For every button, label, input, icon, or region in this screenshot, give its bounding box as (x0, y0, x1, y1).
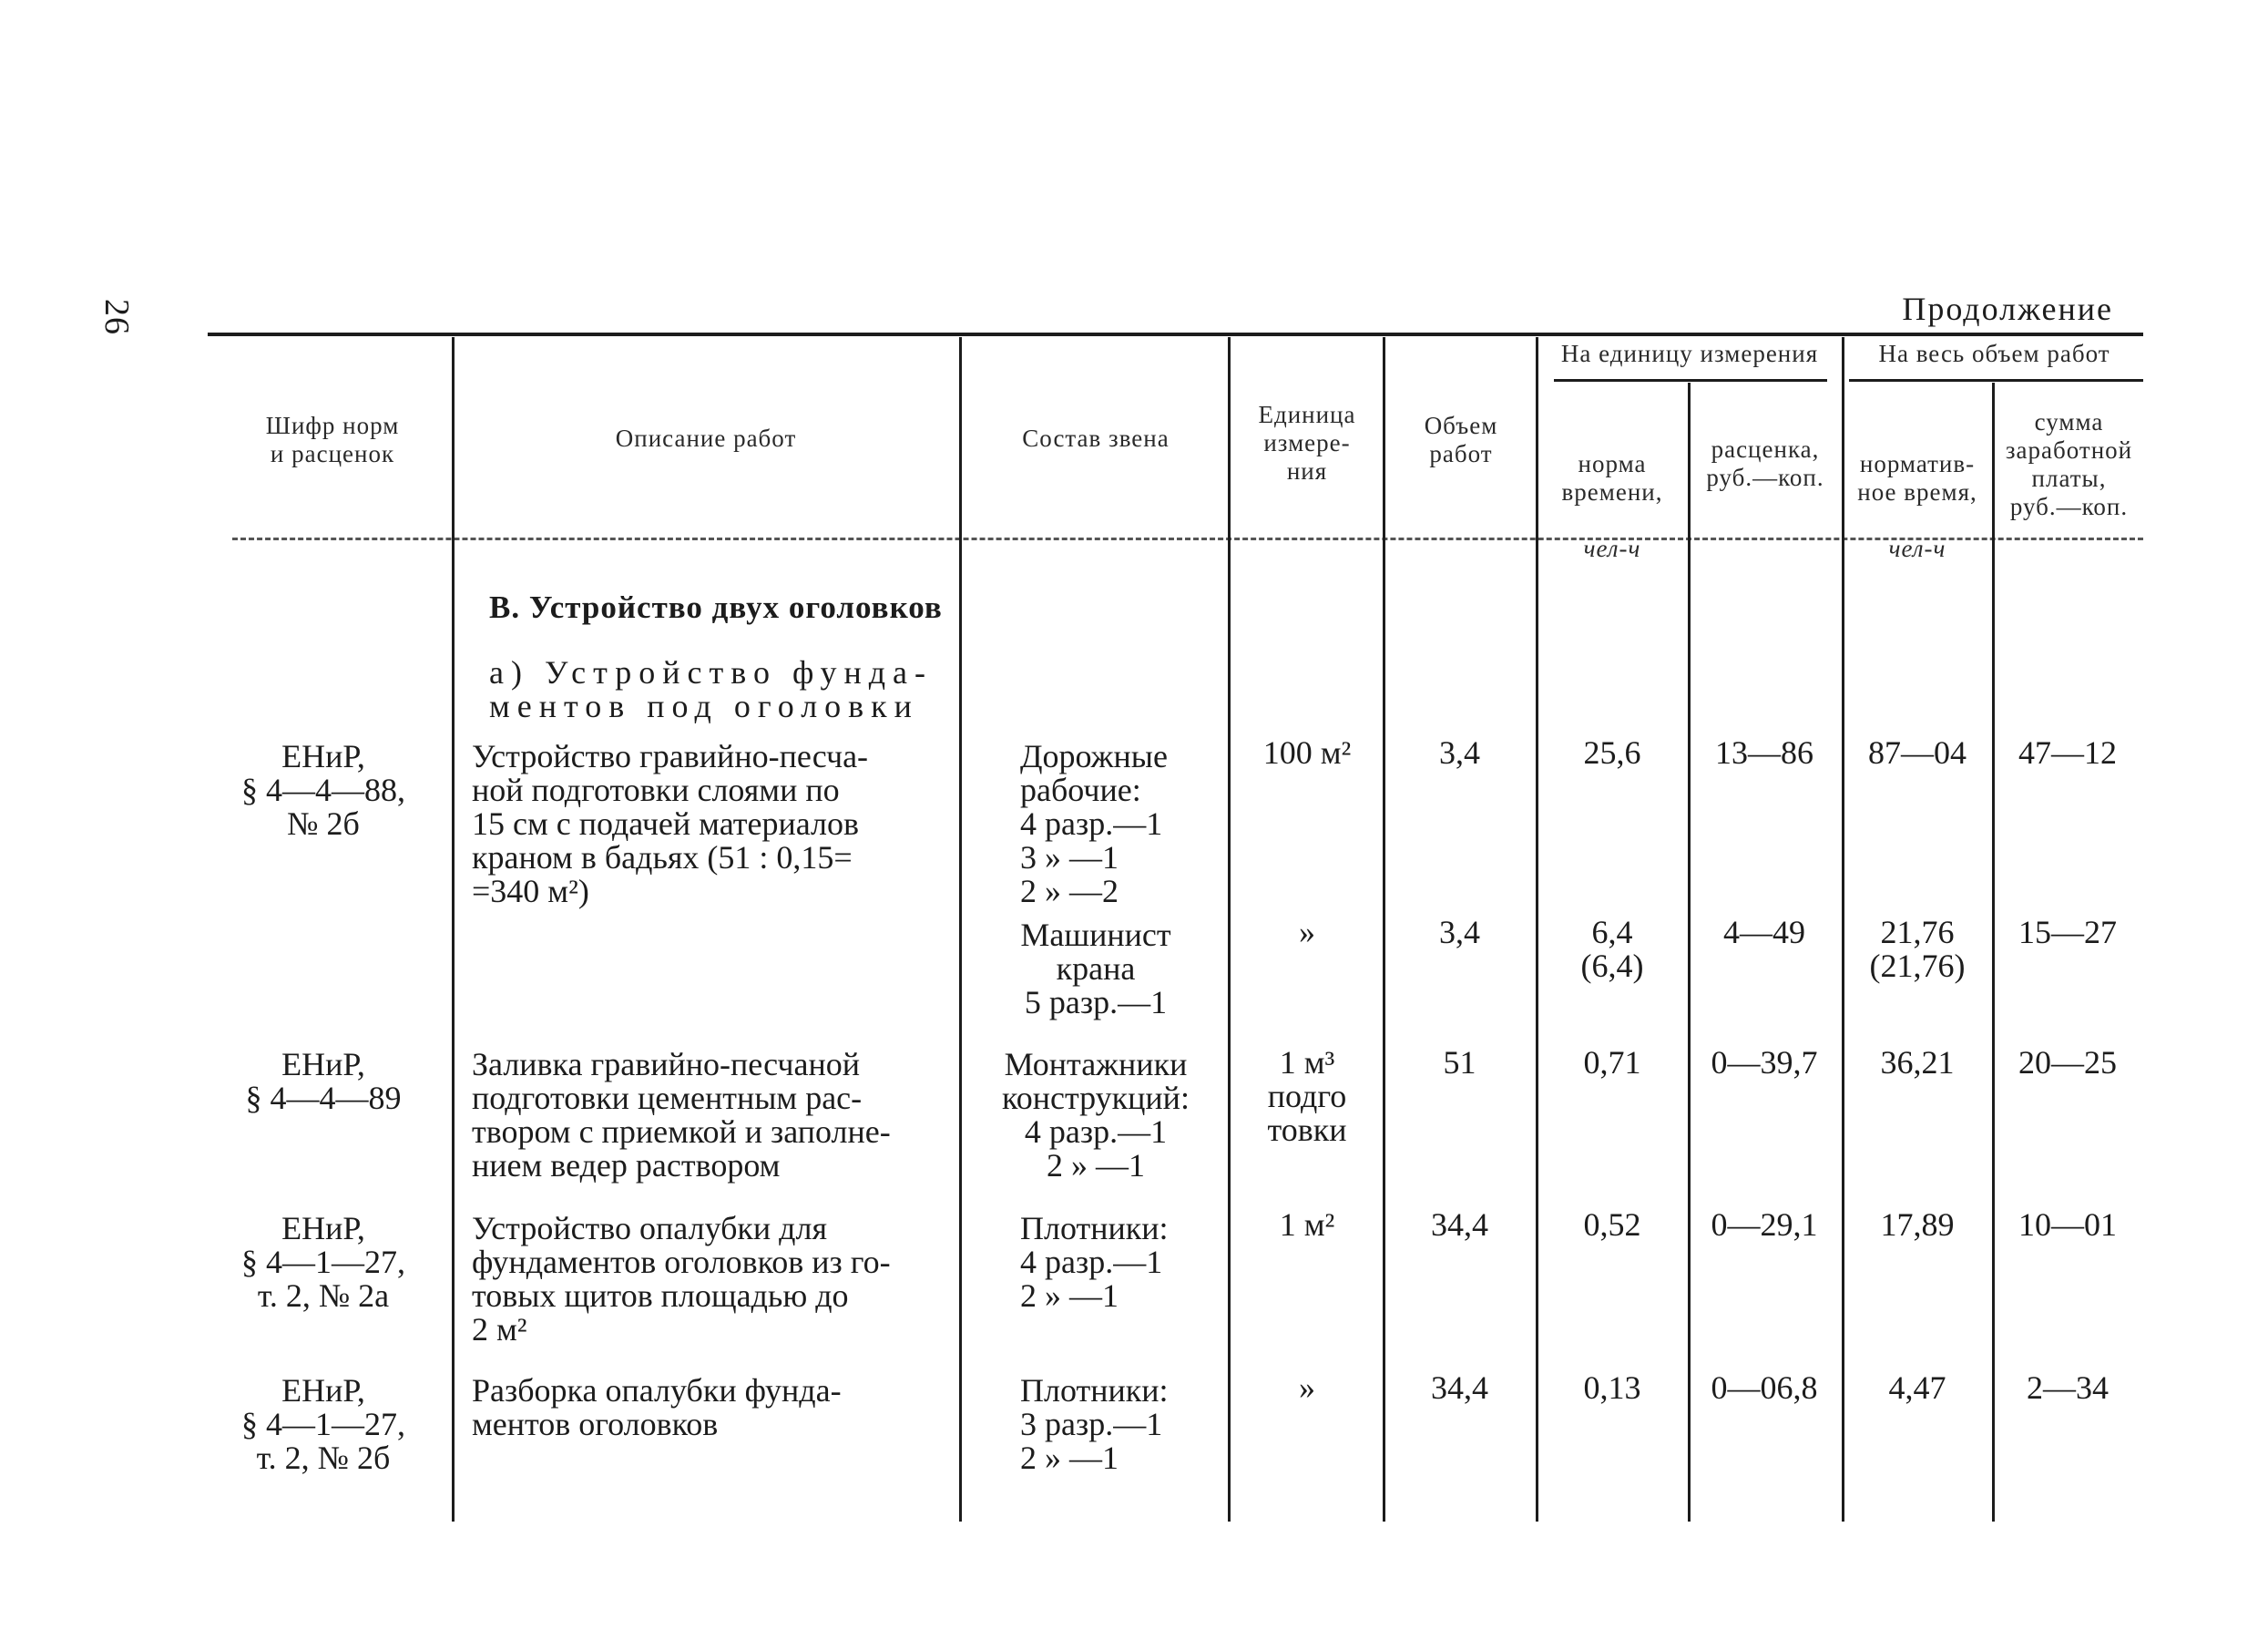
row5-volume: 34,4 (1431, 1369, 1488, 1406)
row4-unit: 1 м² (1279, 1206, 1335, 1243)
row4-crew: Плотники: 4 разр.—1 2 » —1 (1020, 1210, 1169, 1314)
row1-description: Устройство гравийно-песча- ной подготовки слоями по 15 см с подачей материалов краном в бадьях (51 : 0,15= =340 м²) (472, 738, 869, 909)
row5-rate: 0—06,8 (1711, 1369, 1818, 1406)
row3-total-time: 36,21 (1880, 1044, 1955, 1081)
continuation-label: Продолжение (1902, 291, 2113, 327)
header-wage: сумма заработной платы, руб.—коп. (2005, 408, 2133, 520)
row3-code: ЕНиР, § 4—4—89 (245, 1046, 402, 1116)
row5-wage: 2—34 (2027, 1369, 2109, 1406)
header-per-unit-group: На единицу измерения (1560, 340, 1819, 367)
row3-crew: Монтажники конструкций: 4 разр.—1 2 » —1 (1002, 1046, 1190, 1184)
header-unit: Единица измере- ния (1258, 401, 1356, 485)
row1-total-time: 87—04 (1868, 734, 1967, 771)
header-norm-time-unit: чел-ч (1583, 535, 1641, 562)
row4-total-time: 17,89 (1880, 1206, 1955, 1243)
row4-rate: 0—29,1 (1711, 1206, 1818, 1243)
row1-wage: 47—12 (2018, 734, 2117, 771)
header-norm-time-label: норма времени, (1561, 450, 1663, 506)
section-title: В. Устройство двух оголовков (489, 589, 943, 625)
row4-volume: 34,4 (1431, 1206, 1488, 1243)
col-divider-4 (1383, 337, 1385, 1522)
row5-crew: Плотники: 3 разр.—1 2 » —1 (1020, 1372, 1169, 1476)
section-subtitle: а) Устройство фунда- ментов под оголовки (489, 654, 933, 724)
col-divider-5 (1536, 337, 1538, 1522)
header-rate: расценка, руб.—коп. (1706, 436, 1824, 491)
row4-norm-time: 0,52 (1583, 1206, 1641, 1243)
row3-description: Заливка гравийно-песчаной подготовки цементным рас- твором с приемкой и заполне- нием ведер раствором (472, 1046, 891, 1184)
row2-wage: 15—27 (2018, 914, 2117, 950)
row3-rate: 0—39,7 (1711, 1044, 1818, 1081)
row2-volume: 3,4 (1439, 914, 1480, 950)
row1-crew: Дорожные рабочие: 4 разр.—1 3 » —1 2 » —2 (1020, 738, 1168, 909)
col-divider-7 (1842, 337, 1844, 1522)
row2-norm-time: 6,4 (6,4) (1580, 914, 1644, 984)
header-description: Описание работ (615, 425, 797, 452)
header-total-time-unit: чел-ч (1888, 535, 1946, 562)
group-rule-per-unit (1554, 379, 1827, 382)
row3-norm-time: 0,71 (1583, 1044, 1641, 1081)
row3-volume: 51 (1443, 1044, 1476, 1081)
col-divider-3 (1228, 337, 1231, 1522)
row1-rate: 13—86 (1715, 734, 1813, 771)
header-total-time-label: норматив- ное время, (1857, 450, 1977, 506)
row5-code: ЕНиР, § 4—1—27, т. 2, № 2б (241, 1372, 405, 1476)
row2-crew: Машинист крана 5 разр.—1 (1020, 917, 1171, 1020)
group-rule-total (1849, 379, 2143, 382)
header-total-group: На весь объем работ (1878, 340, 2110, 367)
table-top-rule (208, 333, 2143, 336)
row1-volume: 3,4 (1439, 734, 1480, 771)
row4-wage: 10—01 (2018, 1206, 2117, 1243)
row1-unit: 100 м² (1262, 734, 1352, 771)
row5-description: Разборка опалубки фунда- ментов оголовков (472, 1372, 842, 1442)
col-divider-1 (452, 337, 455, 1522)
row4-description: Устройство опалубки для фундаментов оголовков из го- товых щитов площадью до 2 м² (472, 1210, 891, 1348)
row3-wage: 20—25 (2018, 1044, 2117, 1081)
row2-rate: 4—49 (1723, 914, 1805, 950)
row2-unit: » (1299, 914, 1315, 950)
row5-norm-time: 0,13 (1583, 1369, 1641, 1406)
row1-norm-time: 25,6 (1583, 734, 1641, 771)
row3-unit: 1 м³ подго товки (1267, 1044, 1347, 1148)
row2-total-time: 21,76 (21,76) (1869, 914, 1966, 984)
header-norm-time (1539, 422, 1685, 563)
col-divider-8 (1992, 383, 1995, 1522)
header-crew: Состав звена (1022, 425, 1170, 452)
header-volume: Объем работ (1424, 412, 1498, 467)
header-total-time (1845, 422, 1989, 563)
page-number: 26 (97, 299, 136, 335)
col-divider-6 (1688, 383, 1691, 1522)
header-code: Шифр норм и расценок (265, 412, 400, 467)
row1-code: ЕНиР, § 4—4—88, № 2б (241, 738, 405, 842)
row5-unit: » (1299, 1369, 1315, 1406)
col-divider-2 (959, 337, 962, 1522)
row4-code: ЕНиР, § 4—1—27, т. 2, № 2а (241, 1210, 405, 1314)
row5-total-time: 4,47 (1888, 1369, 1946, 1406)
